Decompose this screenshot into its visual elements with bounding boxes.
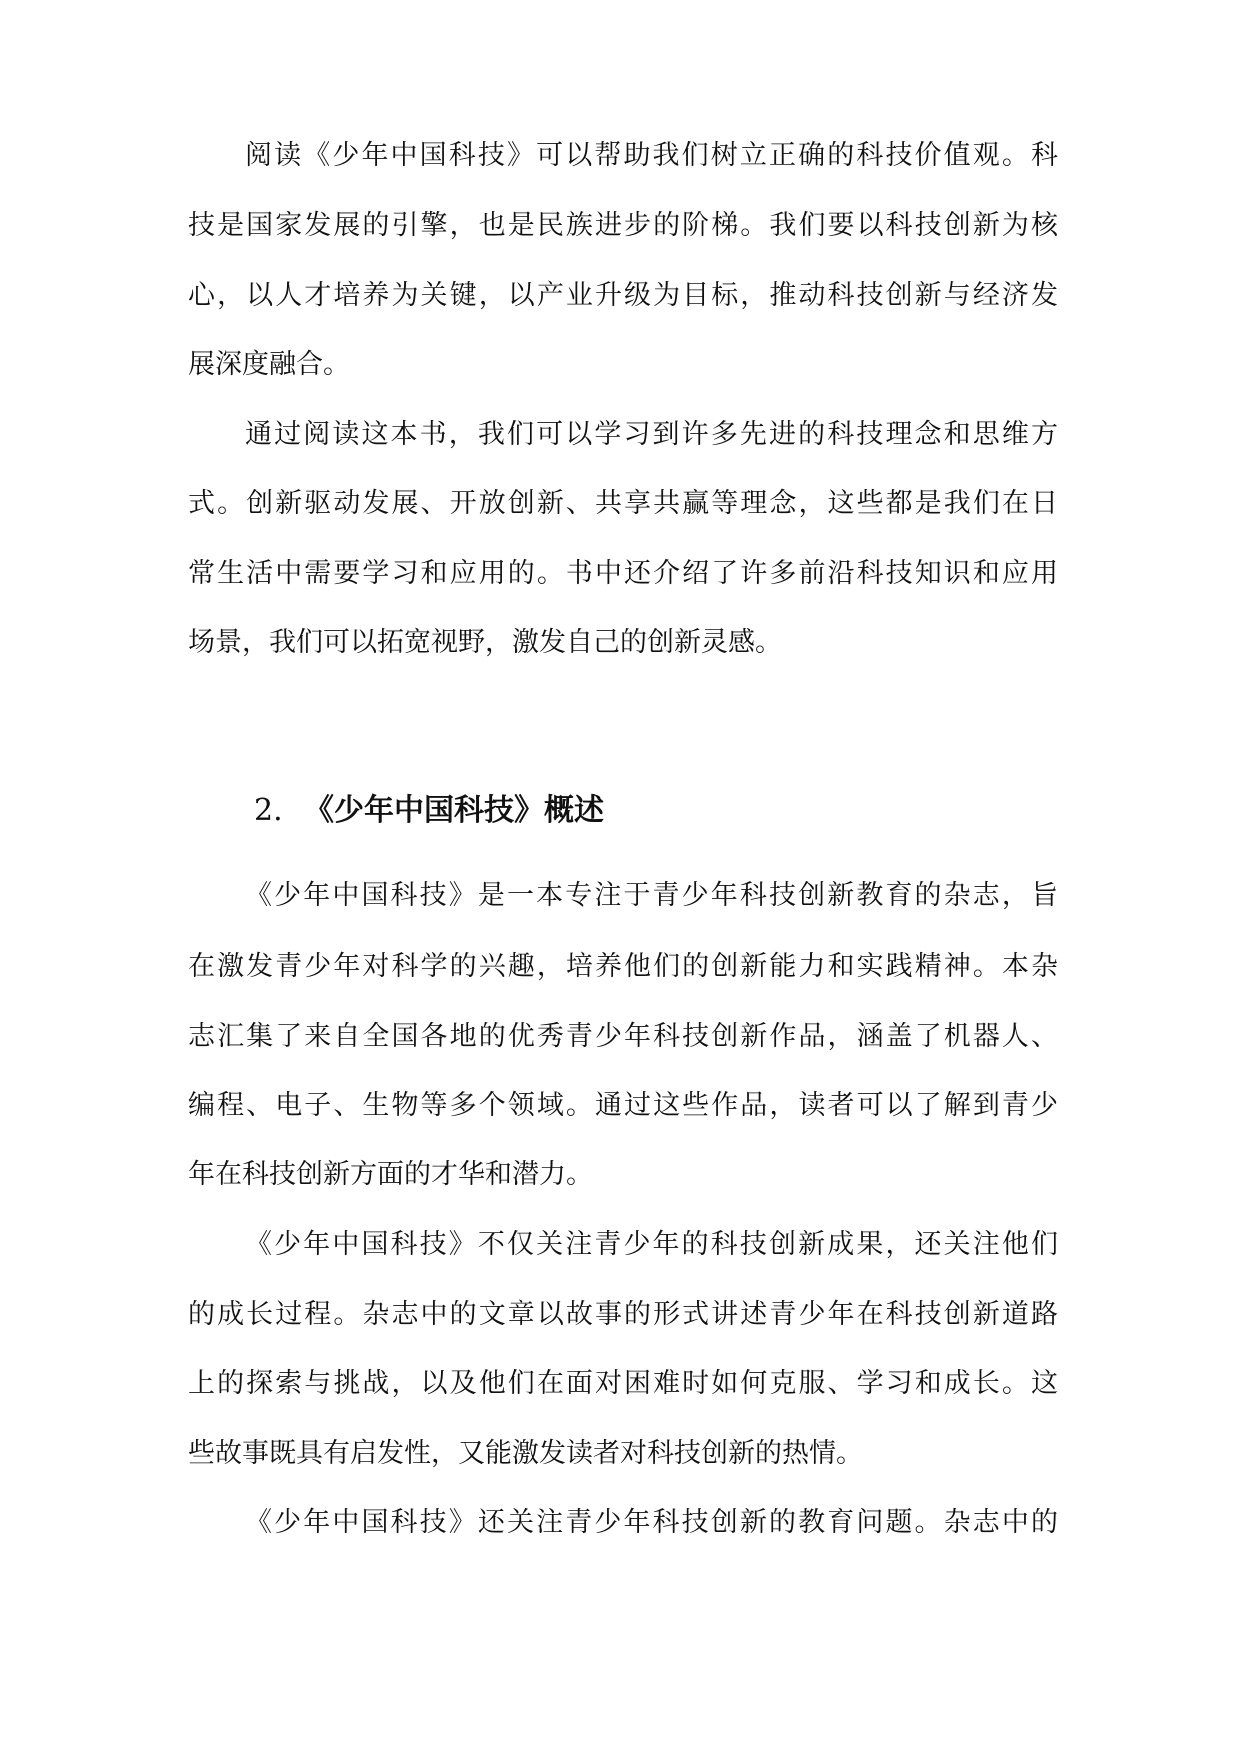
paragraph-4-line-4: 些故事既具有启发性，又能激发读者对科技创新的热情。 <box>188 1438 863 1469</box>
paragraph-2-line-3: 常生活中需要学习和应用的。书中还介绍了许多前沿科技知识和应用 <box>188 558 1058 589</box>
paragraph-3-line-2: 在激发青少年对科学的兴趣，培养他们的创新能力和实践精神。本杂 <box>188 951 1058 982</box>
paragraph-1-line-2: 技是国家发展的引擎，也是民族进步的阶梯。我们要以科技创新为核 <box>188 210 1058 241</box>
paragraph-1-line-3: 心，以人才培养为关键，以产业升级为目标，推动科技创新与经济发 <box>188 280 1058 311</box>
paragraph-3-line-5: 年在科技创新方面的才华和潜力。 <box>188 1159 593 1190</box>
paragraph-2-line-4: 场景，我们可以拓宽视野，激发自己的创新灵感。 <box>188 627 782 658</box>
paragraph-1-line-4: 展深度融合。 <box>188 349 350 380</box>
paragraph-4-line-3: 上的探索与挑战，以及他们在面对困难时如何克服、学习和成长。这 <box>188 1368 1058 1399</box>
paragraph-4-line-2: 的成长过程。杂志中的文章以故事的形式讲述青少年在科技创新道路 <box>188 1299 1058 1330</box>
section-heading <box>254 791 604 831</box>
paragraph-3-line-3: 志汇集了来自全国各地的优秀青少年科技创新作品，涵盖了机器人、 <box>188 1021 1058 1052</box>
section-title: 《少年中国科技》概述 <box>304 793 604 828</box>
paragraph-1-line-1: 阅读《少年中国科技》可以帮助我们树立正确的科技价值观。科 <box>245 140 1058 171</box>
paragraph-3-line-4: 编程、电子、生物等多个领域。通过这些作品，读者可以了解到青少 <box>188 1090 1058 1121</box>
paragraph-3-line-1: 《少年中国科技》是一本专注于青少年科技创新教育的杂志，旨 <box>245 880 1058 911</box>
paragraph-4-line-1: 《少年中国科技》不仅关注青少年的科技创新成果，还关注他们 <box>245 1229 1058 1260</box>
section-number: 2. <box>254 793 283 828</box>
paragraph-2-line-2: 式。创新驱动发展、开放创新、共享共赢等理念，这些都是我们在日 <box>188 488 1058 519</box>
paragraph-2-line-1: 通过阅读这本书，我们可以学习到许多先进的科技理念和思维方 <box>245 419 1058 450</box>
paragraph-5-line-1: 《少年中国科技》还关注青少年科技创新的教育问题。杂志中的 <box>245 1507 1058 1538</box>
